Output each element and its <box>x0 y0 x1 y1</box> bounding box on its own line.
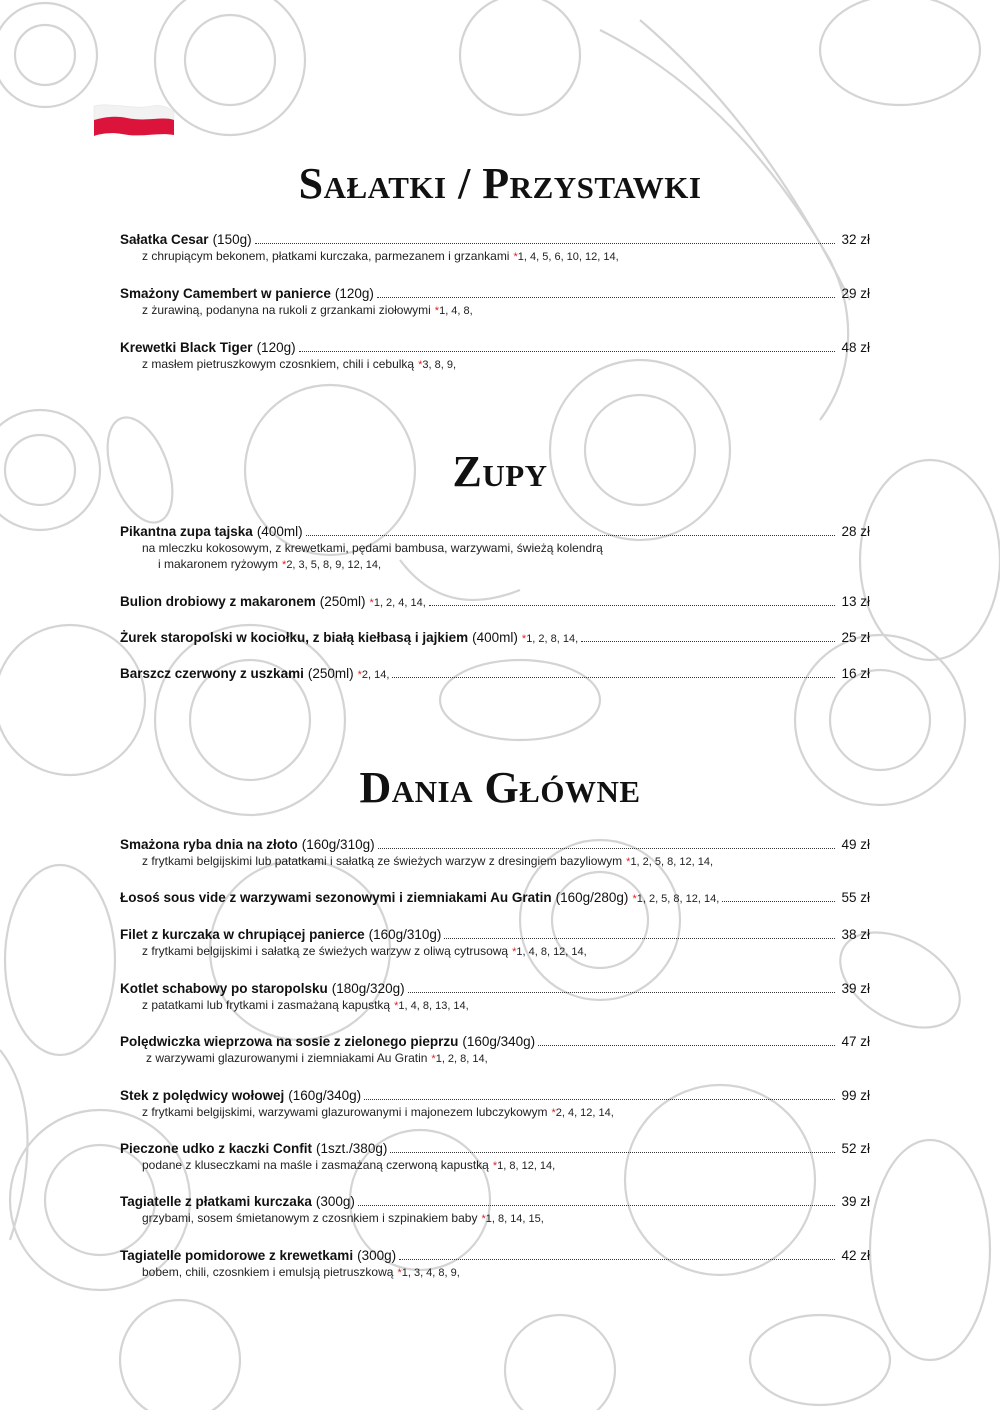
allergen-marker: * <box>282 559 287 571</box>
item-portion: (250ml) <box>307 666 354 681</box>
item-allergens: 2, 14, <box>361 669 390 681</box>
item-description: z żurawiną, podanyna na rukoli z grzankami ziołowymi <box>142 303 431 317</box>
leader-dots <box>722 891 835 902</box>
menu-item <box>120 1088 870 1121</box>
item-description: grzybami, sosem śmietanowym z czosnkiem i szpinakiem baby <box>142 1211 478 1225</box>
leader-dots <box>429 595 836 606</box>
item-name: Polędwiczka wieprzowa na sosie z zielonego pieprzu <box>120 1034 459 1049</box>
item-description: na mleczku kokosowym, z krewetkami, pędami bambusa, warzywami, świeżą kolendrą <box>142 541 603 555</box>
section-salatki <box>0 158 1000 209</box>
item-price: 28 zł <box>841 524 870 539</box>
menu-item <box>120 1248 870 1281</box>
allergen-marker: * <box>626 856 631 868</box>
menu-item <box>120 232 870 265</box>
leader-dots <box>399 1249 835 1260</box>
allergen-marker: * <box>431 1053 436 1065</box>
item-portion: (400ml) <box>256 524 303 539</box>
item-portion: (160g/310g) <box>368 927 442 942</box>
leader-dots <box>378 838 836 849</box>
leader-dots <box>581 631 835 642</box>
item-price: 29 zł <box>841 286 870 301</box>
item-description: z chrupiącym bekonem, płatkami kurczaka, parmezanem i grzankami <box>142 249 510 263</box>
menu-item <box>120 837 870 870</box>
item-price: 99 zł <box>841 1088 870 1103</box>
leader-dots <box>358 1195 836 1206</box>
item-description: z patatkami lub frytkami i zasmażaną kapustką <box>142 998 391 1012</box>
item-portion: (250ml) <box>319 594 366 609</box>
item-price: 16 zł <box>841 666 870 681</box>
allergen-marker: * <box>481 1213 486 1225</box>
leader-dots <box>299 341 836 352</box>
allergen-marker: * <box>418 359 423 371</box>
item-portion: (160g/340g) <box>288 1088 362 1103</box>
leader-dots <box>364 1089 835 1100</box>
item-allergens: 2, 3, 5, 8, 9, 12, 14, <box>286 559 382 571</box>
item-allergens: 1, 4, 8, 13, 14, <box>398 1000 469 1012</box>
allergen-marker: * <box>434 305 440 317</box>
item-name: Tagiatelle z płatkami kurczaka <box>120 1194 312 1209</box>
allergen-marker: * <box>394 1000 399 1012</box>
item-name: Smażony Camembert w panierce <box>120 286 331 301</box>
item-portion: (1szt./380g) <box>316 1141 388 1156</box>
item-allergens: 1, 8, 14, 15, <box>485 1213 544 1225</box>
item-portion: (400ml) <box>472 630 518 645</box>
menu-item <box>120 594 870 611</box>
section-title: Zupy <box>452 447 548 496</box>
menu-item <box>120 1141 870 1174</box>
menu-item <box>120 1034 870 1067</box>
item-price: 42 zł <box>841 1248 870 1263</box>
item-portion: (120g) <box>334 286 374 301</box>
item-name: Filet z kurczaka w chrupiącej panierce <box>120 927 365 942</box>
leader-dots <box>390 1142 835 1153</box>
item-name: Pikantna zupa tajska <box>120 524 253 539</box>
section-zupy <box>0 446 1000 497</box>
item-description-cont: i makaronem ryżowym <box>158 557 279 571</box>
menu-item <box>120 286 870 319</box>
allergen-marker: * <box>492 1160 498 1172</box>
item-allergens: 1, 3, 4, 8, 9, <box>401 1267 460 1279</box>
item-portion: (180g/320g) <box>331 981 405 996</box>
item-name: Barszcz czerwony z uszkami <box>120 666 304 681</box>
item-portion: (160g/310g) <box>301 837 375 852</box>
item-description: z frytkami belgijskimi i sałatką ze świeżych warzyw z oliwą cytrusową <box>142 944 509 958</box>
item-price: 47 zł <box>841 1034 870 1049</box>
menu-item <box>120 981 870 1014</box>
leader-dots <box>255 233 836 244</box>
item-allergens: 1, 2, 5, 8, 12, 14, <box>636 893 720 905</box>
item-description: podane z kluseczkami na maśle i zasmażaną czerwoną kapustką <box>142 1158 489 1172</box>
menu-item <box>120 1194 870 1227</box>
menu-item <box>120 340 870 373</box>
item-price: 25 zł <box>841 630 870 645</box>
allergen-marker: * <box>551 1107 556 1119</box>
item-name: Pieczone udko z kaczki Confit <box>120 1141 313 1156</box>
menu-item <box>120 524 870 573</box>
item-allergens: 3, 8, 9, <box>422 359 457 371</box>
leader-dots <box>538 1035 835 1046</box>
item-name: Łosoś sous vide z warzywami sezonowymi i ziemniakami Au Gratin <box>120 890 552 905</box>
item-price: 39 zł <box>841 981 870 996</box>
item-name: Krewetki Black Tiger <box>120 340 253 355</box>
item-description: bobem, chili, czosnkiem i emulsją pietruszkową <box>142 1265 394 1279</box>
item-allergens: 1, 2, 4, 14, <box>373 597 426 609</box>
item-name: Stek z polędwicy wołowej <box>120 1088 285 1103</box>
item-name: Sałatka Cesar <box>120 232 209 247</box>
item-portion: (300g) <box>315 1194 355 1209</box>
menu-item <box>120 890 870 907</box>
menu-item <box>120 927 870 960</box>
allergen-marker: * <box>632 893 637 905</box>
item-portion: (300g) <box>357 1248 397 1263</box>
leader-dots <box>408 982 836 993</box>
menu-item <box>120 666 870 683</box>
allergen-marker: * <box>357 669 362 681</box>
menu-item <box>120 630 870 647</box>
item-price: 55 zł <box>841 890 870 905</box>
item-price: 52 zł <box>841 1141 870 1156</box>
allergen-marker: * <box>521 633 527 645</box>
item-portion: (150g) <box>212 232 252 247</box>
item-name: Bulion drobiowy z makaronem <box>120 594 316 609</box>
section-dania-glowne <box>0 762 1000 813</box>
item-price: 48 zł <box>841 340 870 355</box>
item-description: z masłem pietruszkowym czosnkiem, chili i cebulką <box>142 357 415 371</box>
item-allergens: 1, 2, 8, 14, <box>435 1053 488 1065</box>
item-portion: (120g) <box>256 340 296 355</box>
allergen-marker: * <box>512 946 517 958</box>
item-price: 32 zł <box>841 232 870 247</box>
item-allergens: 1, 4, 5, 6, 10, 12, 14, <box>517 251 619 263</box>
leader-dots <box>444 928 835 939</box>
item-allergens: 1, 4, 8, <box>439 305 473 317</box>
item-name: Kotlet schabowy po staropolsku <box>120 981 328 996</box>
leader-dots <box>306 525 836 536</box>
item-price: 39 zł <box>841 1194 870 1209</box>
leader-dots <box>377 287 836 298</box>
item-allergens: 1, 8, 12, 14, <box>497 1160 556 1172</box>
item-description: z frytkami belgijskimi, warzywami glazurowanymi i majonezem lubczykowym <box>142 1105 548 1119</box>
leader-dots <box>392 667 835 678</box>
allergen-marker: * <box>397 1267 402 1279</box>
item-name: Smażona ryba dnia na złoto <box>120 837 298 852</box>
item-price: 13 zł <box>841 594 870 609</box>
section-title: Dania Główne <box>359 763 641 812</box>
item-portion: (160g/340g) <box>462 1034 536 1049</box>
allergen-marker: * <box>513 251 518 263</box>
item-allergens: 2, 4, 12, 14, <box>555 1107 614 1119</box>
item-description: z frytkami belgijskimi lub patatkami i sałatką ze świeżych warzyw z dresingiem bazyliowym <box>142 854 623 868</box>
section-title: Sałatki / Przystawki <box>298 159 702 208</box>
item-allergens: 1, 2, 5, 8, 12, 14, <box>630 856 713 868</box>
item-allergens: 1, 2, 8, 14, <box>526 633 579 645</box>
item-portion: (160g/280g) <box>555 890 629 905</box>
item-price: 38 zł <box>841 927 870 942</box>
item-name: Żurek staropolski w kociołku, z białą kiełbasą i jajkiem <box>120 630 469 645</box>
allergen-marker: * <box>369 597 374 609</box>
item-name: Tagiatelle pomidorowe z krewetkami <box>120 1248 354 1263</box>
item-description: z warzywami glazurowanymi i ziemniakami Au Gratin <box>146 1051 428 1065</box>
item-price: 49 zł <box>841 837 870 852</box>
item-allergens: 1, 4, 8, 12, 14, <box>516 946 587 958</box>
